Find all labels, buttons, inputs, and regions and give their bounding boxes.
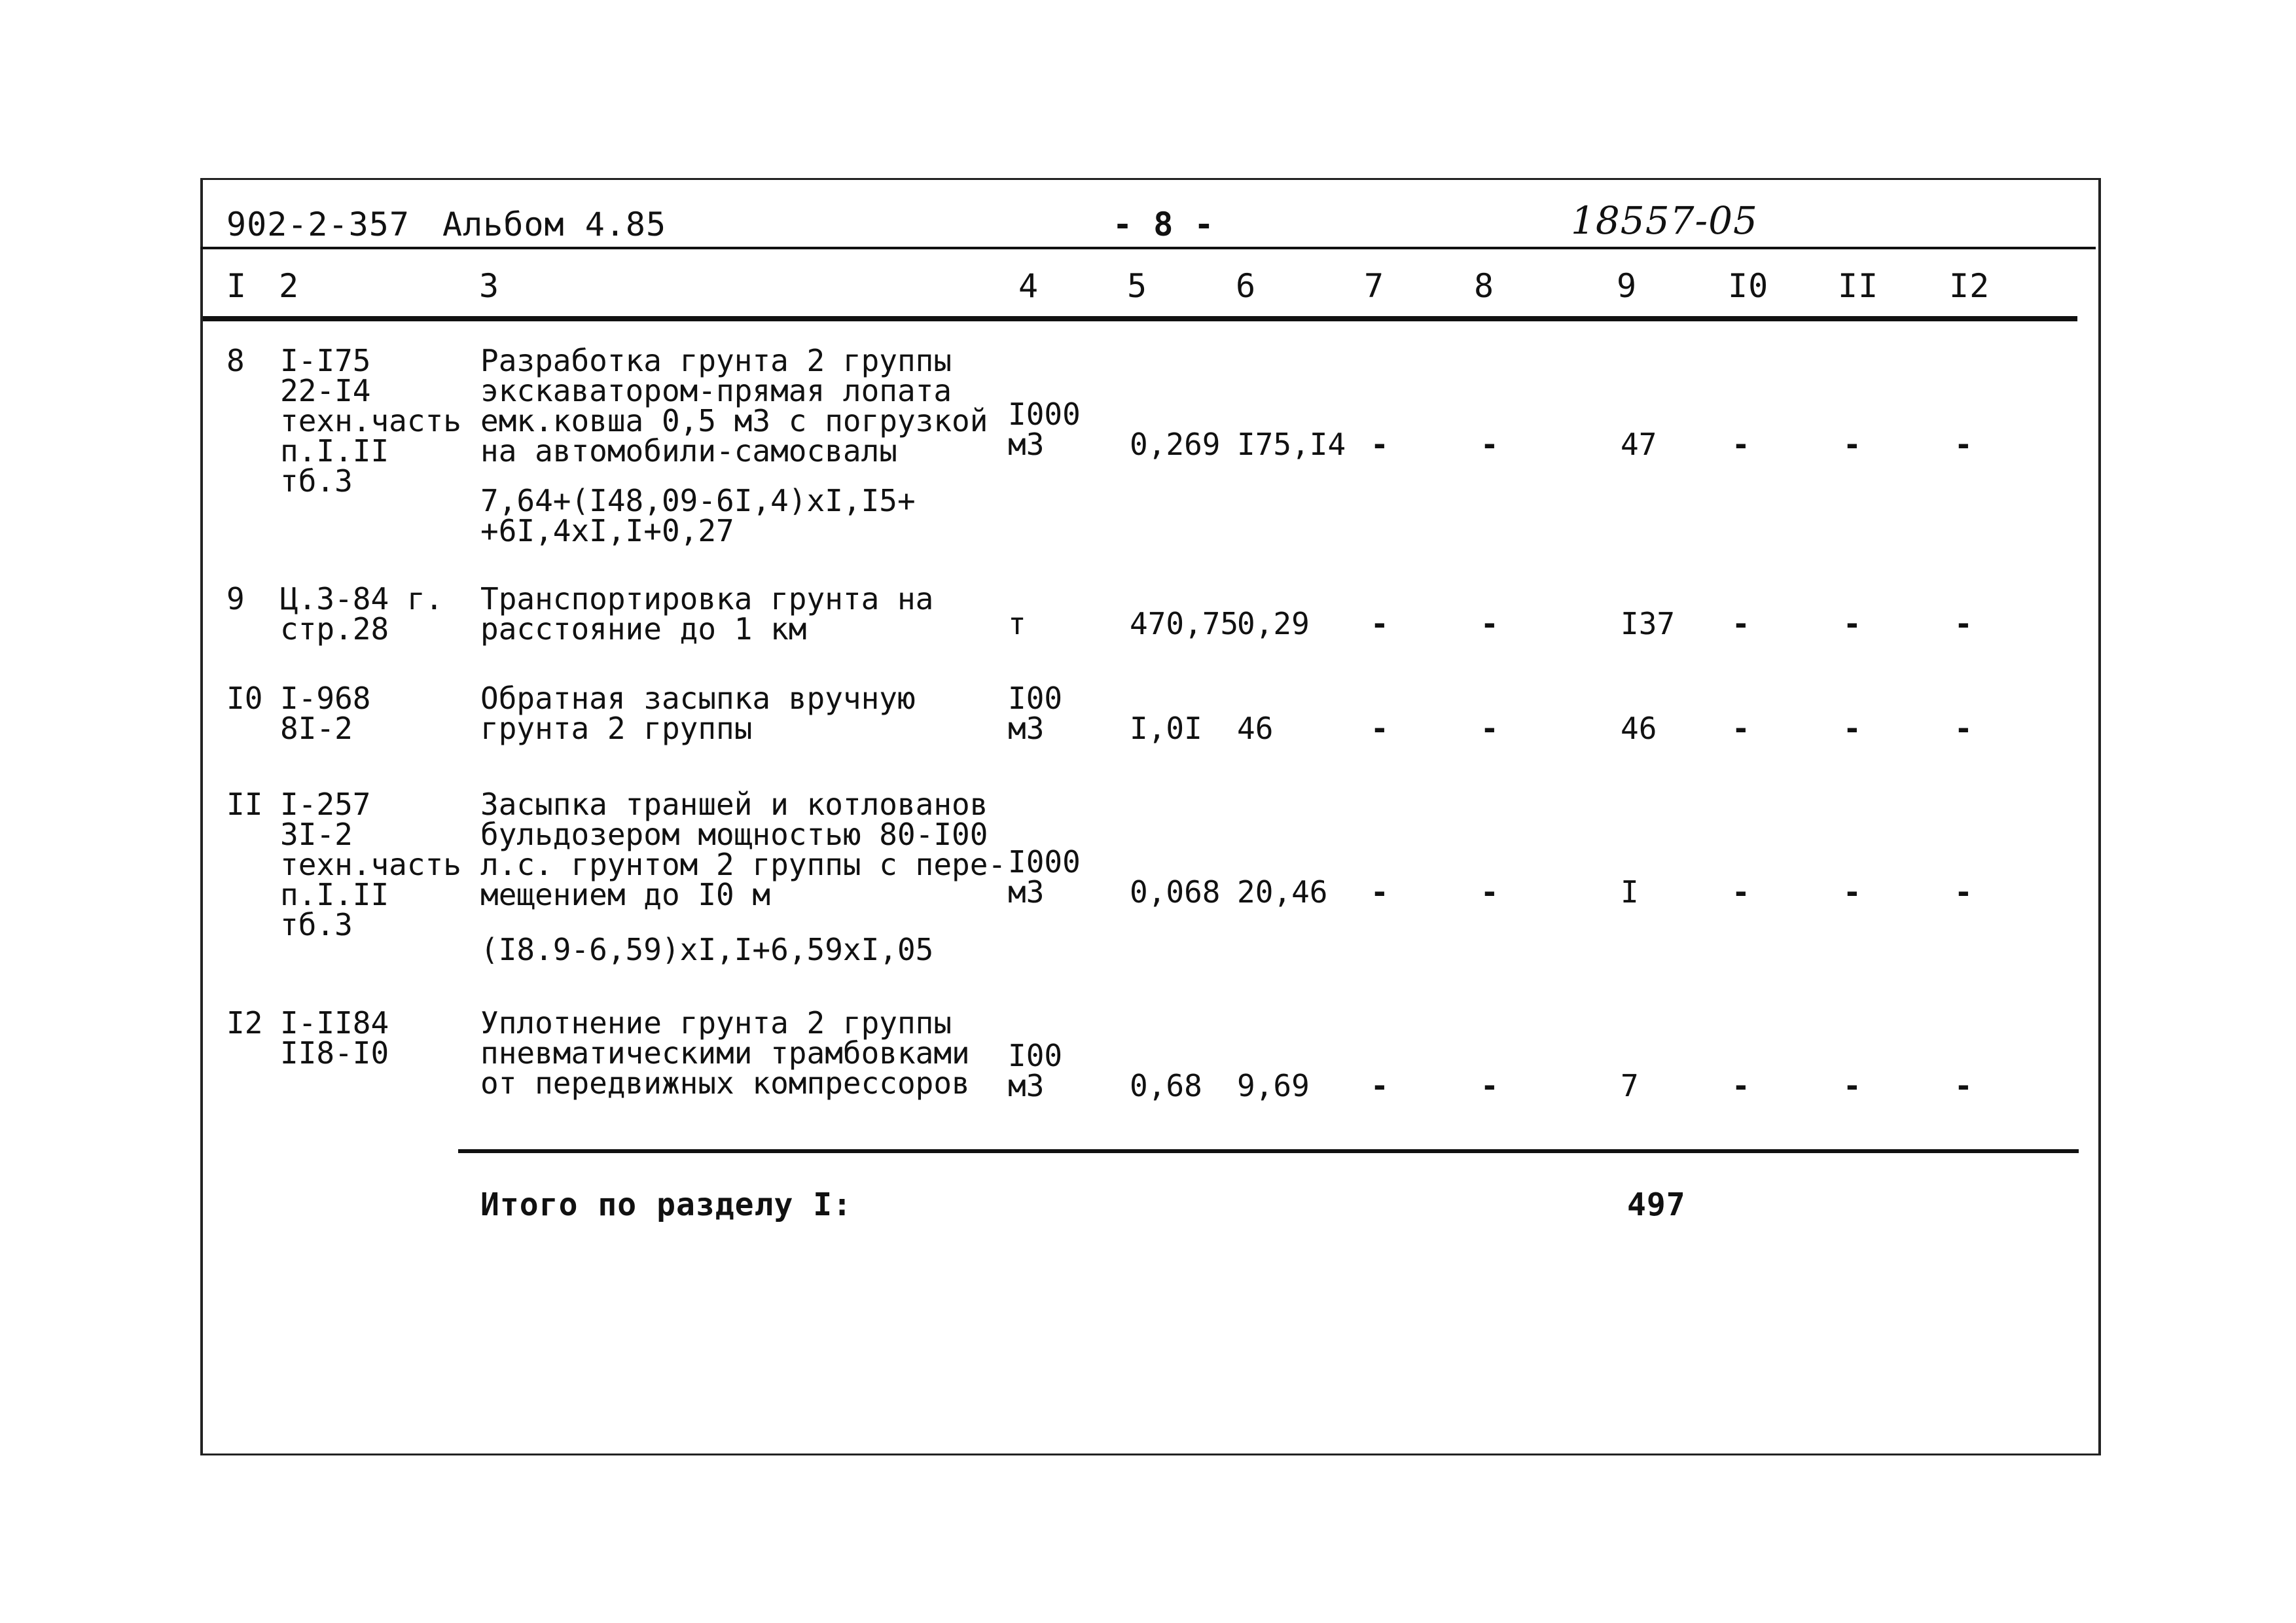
quantity: 0,068 (1130, 874, 1221, 910)
column-number: 4 (1018, 267, 1039, 305)
cell-col8: - (1480, 711, 1499, 746)
cell-col10: - (1732, 427, 1750, 462)
norm-code-line: Ц.3-84 г. (280, 581, 444, 616)
cell-col7: - (1371, 1068, 1389, 1103)
unit-price: 9,69 (1237, 1068, 1310, 1103)
unit-line: м3 (1008, 1068, 1045, 1103)
norm-code-line: I-I75 (280, 343, 371, 378)
row-total: 7 (1621, 1068, 1639, 1103)
column-header-divider (203, 316, 2077, 321)
unit-line: м3 (1008, 427, 1045, 462)
cell-col12: - (1954, 711, 1973, 746)
quantity: 0,68 (1130, 1068, 1202, 1103)
unit-line: I00 (1008, 1038, 1063, 1073)
row-number: I2 (226, 1005, 263, 1041)
cell-col8: - (1480, 606, 1499, 641)
cell-col12: - (1954, 874, 1973, 910)
album-label: Альбом 4.85 (442, 205, 667, 243)
norm-code-line: стр.28 (280, 611, 389, 647)
unit-line: I00 (1008, 681, 1063, 716)
unit-line: т (1008, 606, 1026, 641)
work-description-line: грунта 2 группы (480, 711, 753, 746)
work-description-line: расстояние до 1 км (480, 611, 807, 647)
norm-code-line: тб.3 (280, 907, 353, 942)
norm-code-line: п.I.II (280, 877, 389, 912)
row-number: I0 (226, 681, 263, 716)
unit-line: м3 (1008, 874, 1045, 910)
cell-col12: - (1954, 606, 1973, 641)
page-number: - 8 - (1113, 205, 1215, 243)
work-description-line: Засыпка траншей и котлованов (480, 787, 988, 822)
cell-col8: - (1480, 874, 1499, 910)
norm-code-line: 8I-2 (280, 711, 353, 746)
calc-formula-line: +6I,4xI,I+0,27 (480, 513, 734, 548)
quantity: 0,269 (1130, 427, 1221, 462)
column-number: 5 (1127, 267, 1148, 305)
cell-col11: - (1843, 427, 1861, 462)
cell-col10: - (1732, 1068, 1750, 1103)
work-description-line: мещением до I0 м (480, 877, 771, 912)
handwritten-number: 18557-05 (1571, 198, 1758, 243)
cell-col7: - (1371, 711, 1389, 746)
row-total: I (1621, 874, 1639, 910)
unit-line: I000 (1008, 397, 1081, 432)
norm-code-line: п.I.II (280, 433, 389, 469)
cell-col7: - (1371, 874, 1389, 910)
quantity: 470,75 (1130, 606, 1239, 641)
norm-code-line: тб.3 (280, 463, 353, 499)
summary-total: 497 (1627, 1186, 1686, 1223)
unit-line: м3 (1008, 711, 1045, 746)
column-number: 6 (1236, 267, 1257, 305)
work-description-line: пневматическими трамбовками (480, 1035, 970, 1071)
work-description-line: от передвижных компрессоров (480, 1065, 970, 1101)
column-number: 2 (279, 267, 300, 305)
cell-col7: - (1371, 606, 1389, 641)
unit-price: 20,46 (1237, 874, 1328, 910)
norm-code-line: 3I-2 (280, 817, 353, 852)
column-number: II (1838, 267, 1879, 305)
norm-code-line: 22-I4 (280, 373, 371, 408)
column-number: 8 (1474, 267, 1495, 305)
header-divider (200, 247, 2096, 249)
row-number: 9 (226, 581, 245, 616)
row-number: II (226, 787, 263, 822)
work-description-line: л.с. грунтом 2 группы с пере- (480, 847, 1007, 882)
cell-col10: - (1732, 606, 1750, 641)
column-number: 3 (479, 267, 500, 305)
norm-code-line: I-II84 (280, 1005, 389, 1041)
work-description-line: Транспортировка грунта на (480, 581, 934, 616)
summary-label: Итого по разделу I: (480, 1186, 853, 1223)
norm-code-line: I-968 (280, 681, 371, 716)
unit-price: 0,29 (1237, 606, 1310, 641)
cell-col12: - (1954, 1068, 1973, 1103)
unit-price: I75,I4 (1237, 427, 1346, 462)
cell-col11: - (1843, 1068, 1861, 1103)
calc-formula-line: (I8.9-6,59)xI,I+6,59xI,05 (480, 932, 934, 967)
cell-col8: - (1480, 427, 1499, 462)
quantity: I,0I (1130, 711, 1202, 746)
cell-col11: - (1843, 606, 1861, 641)
unit-price: 46 (1237, 711, 1274, 746)
cell-col10: - (1732, 711, 1750, 746)
column-number: I0 (1728, 267, 1769, 305)
cell-col12: - (1954, 427, 1973, 462)
norm-code-line: II8-I0 (280, 1035, 389, 1071)
work-description-line: Обратная засыпка вручную (480, 681, 916, 716)
column-number: I2 (1949, 267, 1990, 305)
row-total: 46 (1621, 711, 1657, 746)
work-description-line: Разработка грунта 2 группы (480, 343, 952, 378)
row-total: 47 (1621, 427, 1657, 462)
norm-code-line: I-257 (280, 787, 371, 822)
work-description-line: экскаватором-прямая лопата (480, 373, 952, 408)
row-number: 8 (226, 343, 245, 378)
cell-col10: - (1732, 874, 1750, 910)
row-total: I37 (1621, 606, 1676, 641)
cell-col7: - (1371, 427, 1389, 462)
calc-formula-line: 7,64+(I48,09-6I,4)xI,I5+ (480, 483, 916, 518)
total-divider (458, 1149, 2079, 1153)
column-number: I (226, 267, 247, 305)
work-description-line: емк.ковша 0,5 м3 с погрузкой (480, 403, 988, 438)
cell-col11: - (1843, 874, 1861, 910)
norm-code-line: техн.часть (280, 403, 461, 438)
cell-col8: - (1480, 1068, 1499, 1103)
column-number: 7 (1364, 267, 1385, 305)
unit-line: I000 (1008, 844, 1081, 880)
work-description-line: бульдозером мощностью 80-I00 (480, 817, 988, 852)
cell-col11: - (1843, 711, 1861, 746)
norm-code-line: техн.часть (280, 847, 461, 882)
work-description-line: на автомобили-самосвалы (480, 433, 897, 469)
work-description-line: Уплотнение грунта 2 группы (480, 1005, 952, 1041)
column-number: 9 (1617, 267, 1638, 305)
doc-code: 902-2-357 (226, 205, 410, 243)
